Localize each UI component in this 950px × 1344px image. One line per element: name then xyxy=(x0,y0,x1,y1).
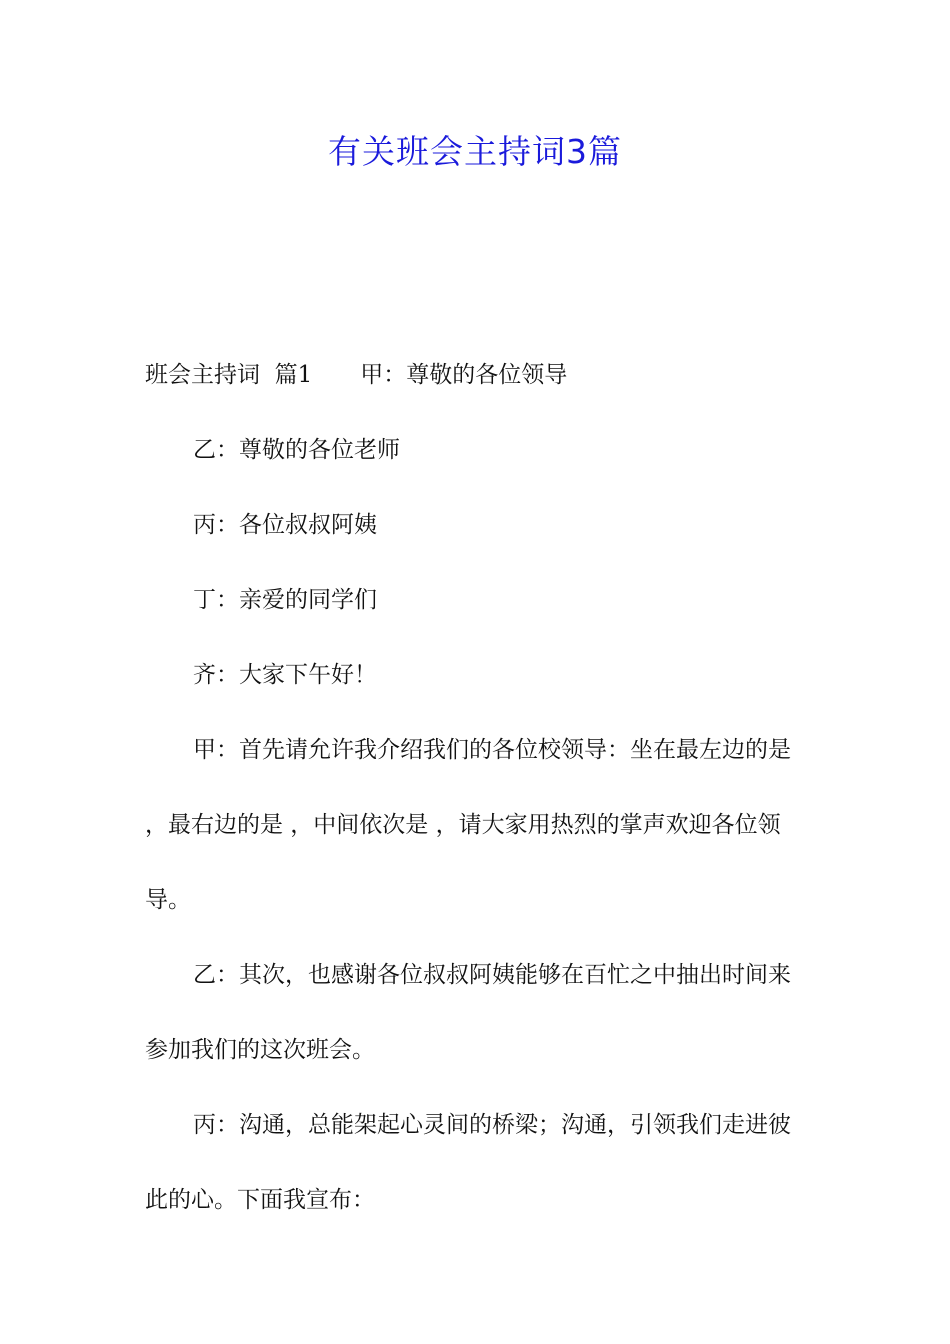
paragraph: 丙：各位叔叔阿姨 xyxy=(193,512,377,538)
paragraph: 丁：亲爱的同学们 xyxy=(193,587,377,613)
paragraph: 甲：首先请允许我介绍我们的各位校领导：坐在最左边的是 ，最右边的是 ，中间依次是 ，请大家用热烈的掌声欢迎各位领导。 xyxy=(145,737,791,913)
paragraph: 乙：其次，也感谢各位叔叔阿姨能够在百忙之中抽出时间来参加我们的这次班会。 xyxy=(145,962,791,1063)
paragraph: 乙：尊敬的各位老师 xyxy=(193,437,400,463)
speech-line: 甲：尊敬的各位领导 xyxy=(360,362,568,388)
section-label: 班会主持词 篇1 xyxy=(145,362,313,388)
first-line xyxy=(145,338,810,413)
paragraph: 齐：大家下午好！ xyxy=(193,662,377,688)
document-body xyxy=(145,338,810,1238)
document-title: 有关班会主持词3篇 xyxy=(328,132,622,171)
paragraph: 丙：沟通，总能架起心灵间的桥梁；沟通，引领我们走进彼此的心。下面我宣布： xyxy=(145,1112,791,1213)
